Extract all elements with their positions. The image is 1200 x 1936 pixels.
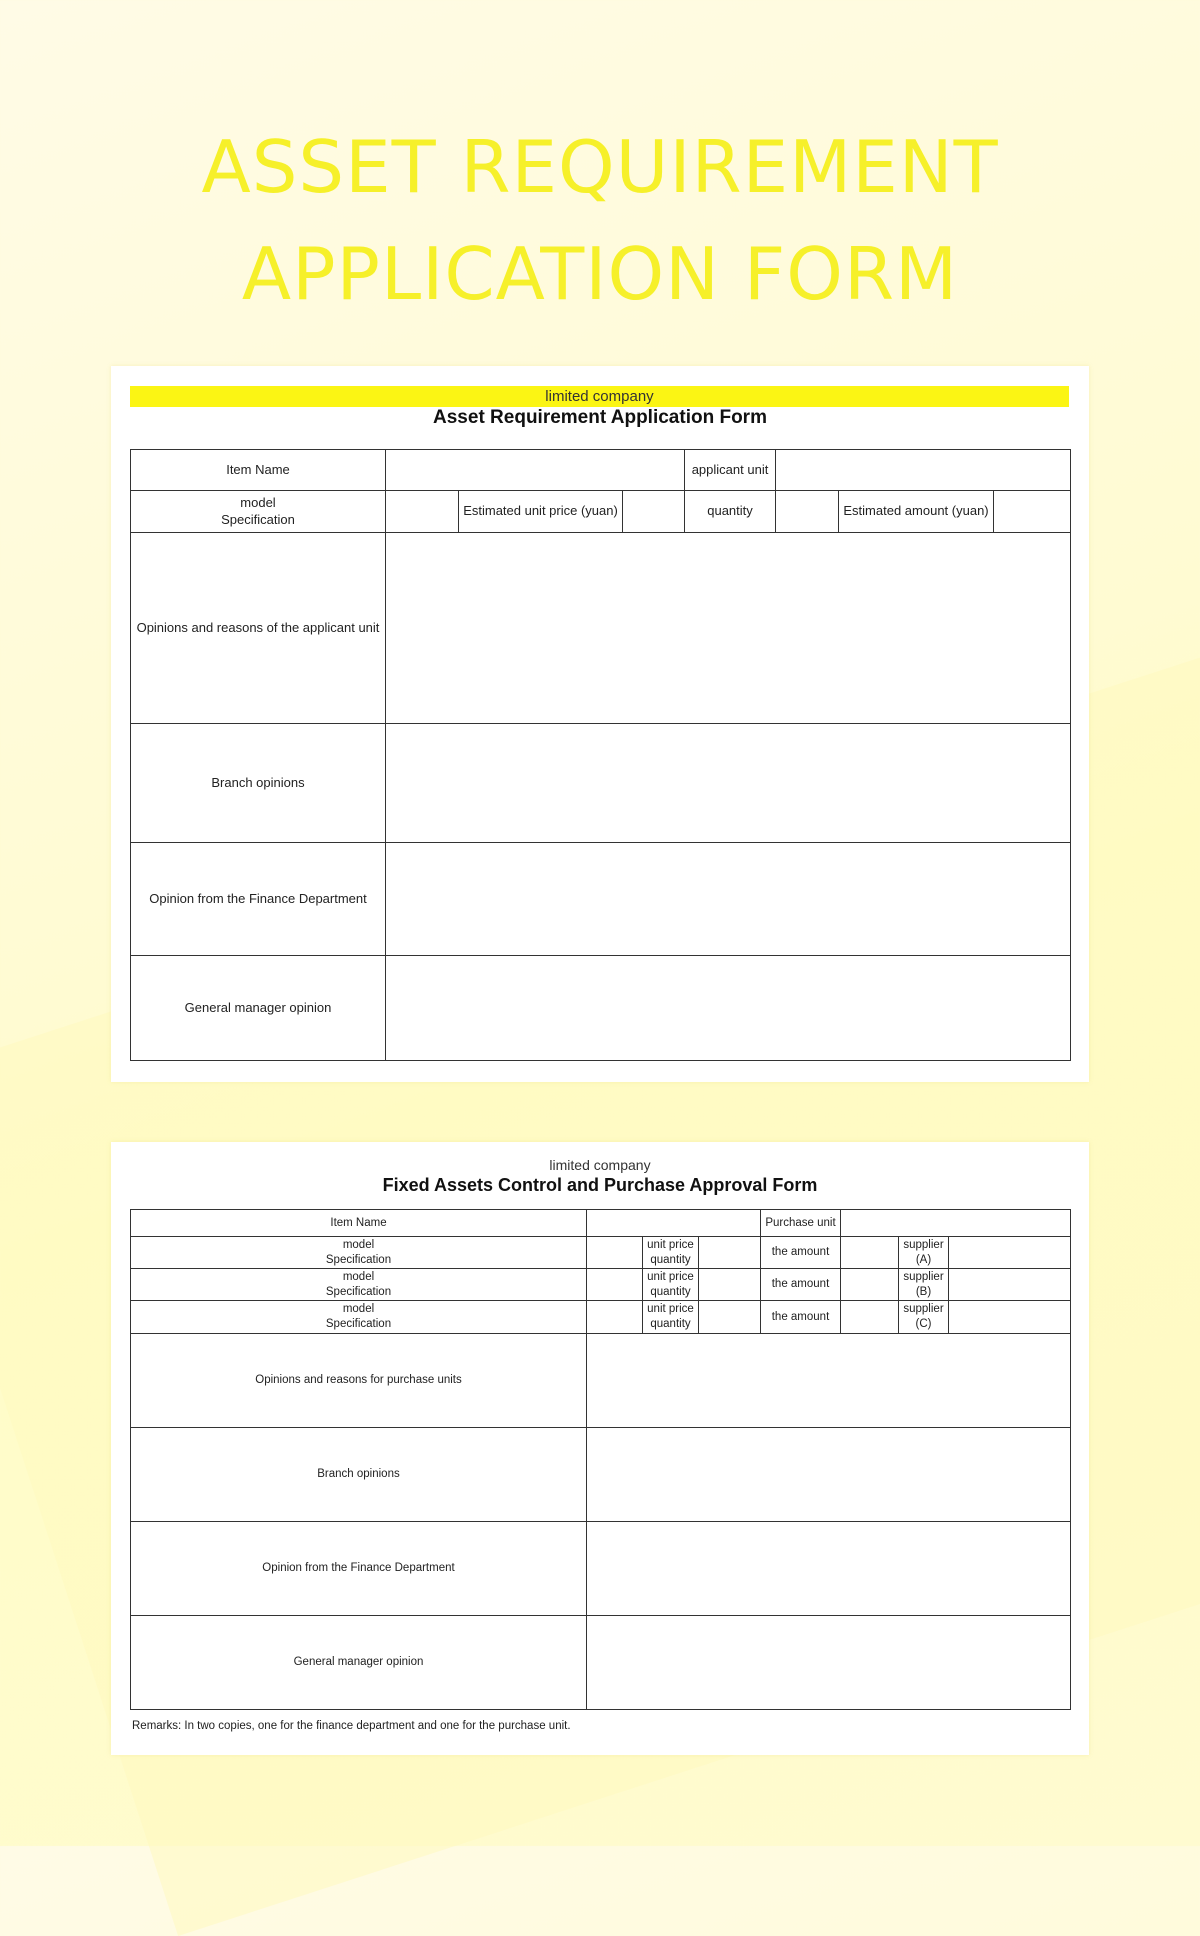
form2-company: limited company <box>549 1157 651 1173</box>
purchase-unit-label: Purchase unit <box>761 1210 841 1237</box>
item-name-label: Item Name <box>131 1210 587 1237</box>
purchase-opinions-label: Opinions and reasons for purchase units <box>131 1334 587 1428</box>
purchase-unit-field[interactable] <box>841 1210 1071 1237</box>
form1-table <box>130 449 1071 1061</box>
applicant-opinions-field[interactable] <box>386 533 1071 724</box>
amount-field[interactable] <box>841 1301 899 1334</box>
supplier-id: (B) <box>915 1285 932 1298</box>
form2-table <box>130 1209 1071 1710</box>
model-spec-label <box>131 1237 587 1269</box>
model-label: model <box>240 494 276 510</box>
applicant-opinions-label: Opinions and reasons of the applicant unit <box>131 533 386 724</box>
quantity-label: quantity <box>650 1318 691 1330</box>
unit-price-quantity-label <box>643 1237 699 1269</box>
finance-opinion-field[interactable] <box>386 843 1071 956</box>
supplier-field[interactable] <box>949 1301 1071 1334</box>
unit-price-quantity-label <box>643 1269 699 1301</box>
model-spec-field[interactable] <box>587 1237 643 1269</box>
amount-field[interactable] <box>841 1237 899 1269</box>
form2-row-branch-opinions <box>131 1428 1071 1522</box>
supplier-id: (A) <box>915 1253 932 1266</box>
branch-opinions-field[interactable] <box>386 724 1071 843</box>
amount-field[interactable] <box>841 1269 899 1301</box>
estimated-amount-field[interactable] <box>994 491 1071 533</box>
finance-opinion-field[interactable] <box>587 1522 1071 1616</box>
supplier-label <box>899 1269 949 1301</box>
model-spec-label <box>131 1269 587 1301</box>
unit-price-quantity-field[interactable] <box>699 1269 761 1301</box>
specification-label: Specification <box>325 1285 392 1298</box>
form2-row-purchase-opinions <box>131 1334 1071 1428</box>
quantity-label: quantity <box>650 1253 691 1266</box>
estimated-unit-price-field[interactable] <box>623 491 685 533</box>
form2-item-row <box>131 1269 1071 1301</box>
model-spec-label <box>131 491 386 533</box>
purchase-opinions-field[interactable] <box>587 1334 1071 1428</box>
model-spec-field[interactable] <box>587 1269 643 1301</box>
gm-opinion-label: General manager opinion <box>131 956 386 1061</box>
model-label: model <box>342 1270 375 1283</box>
form2-item-row <box>131 1237 1071 1269</box>
supplier-label <box>899 1237 949 1269</box>
gm-opinion-label: General manager opinion <box>131 1616 587 1710</box>
model-spec-label <box>131 1301 587 1334</box>
finance-opinion-label: Opinion from the Finance Department <box>131 1522 587 1616</box>
branch-opinions-label: Branch opinions <box>131 724 386 843</box>
quantity-label: quantity <box>650 1285 691 1298</box>
unit-price-quantity-field[interactable] <box>699 1301 761 1334</box>
specification-label: Specification <box>325 1253 392 1266</box>
supplier-text: supplier <box>903 1270 944 1283</box>
form1-row-gm-opinion <box>131 956 1071 1061</box>
form1-row-applicant-opinions <box>131 533 1071 724</box>
estimated-unit-price-label: Estimated unit price (yuan) <box>459 491 623 533</box>
supplier-id: (C) <box>915 1318 932 1330</box>
form1-row-branch-opinions <box>131 724 1071 843</box>
item-name-label: Item Name <box>131 450 386 491</box>
unit-price-quantity-label <box>643 1301 699 1334</box>
quantity-field[interactable] <box>776 491 839 533</box>
form1-row-model <box>131 491 1071 533</box>
form1-title: Asset Requirement Application Form <box>433 407 767 428</box>
model-spec-field[interactable] <box>386 491 459 533</box>
amount-label: the amount <box>761 1301 841 1334</box>
amount-label: the amount <box>761 1237 841 1269</box>
remarks-text: Remarks: In two copies, one for the finance department and one for the purchase unit. <box>132 1720 571 1732</box>
item-name-field[interactable] <box>587 1210 761 1237</box>
unit-price-label: unit price <box>647 1270 694 1283</box>
model-label: model <box>342 1303 375 1316</box>
form2-row-finance-opinion <box>131 1522 1071 1616</box>
applicant-unit-label: applicant unit <box>685 450 776 491</box>
finance-opinion-label: Opinion from the Finance Department <box>131 843 386 956</box>
unit-price-quantity-field[interactable] <box>699 1237 761 1269</box>
supplier-label <box>899 1301 949 1334</box>
form2-row-gm-opinion <box>131 1616 1071 1710</box>
unit-price-label: unit price <box>647 1303 694 1316</box>
form2-row-item-name <box>131 1210 1071 1237</box>
form2-item-row <box>131 1301 1071 1334</box>
purchase-approval-form-sheet <box>111 1142 1089 1755</box>
quantity-label: quantity <box>685 491 776 533</box>
supplier-text: supplier <box>903 1238 944 1251</box>
form1-company-band: limited company <box>130 386 1069 407</box>
gm-opinion-field[interactable] <box>386 956 1071 1061</box>
page-title-line-2: APPLICATION FORM <box>241 232 959 316</box>
gm-opinion-field[interactable] <box>587 1616 1071 1710</box>
page-title-line-1: ASSET REQUIREMENT <box>201 125 999 209</box>
branch-opinions-label: Branch opinions <box>131 1428 587 1522</box>
amount-label: the amount <box>761 1269 841 1301</box>
form2-title: Fixed Assets Control and Purchase Approval Form <box>382 1175 818 1195</box>
supplier-field[interactable] <box>949 1269 1071 1301</box>
unit-price-label: unit price <box>647 1238 694 1251</box>
form1-row-item-name <box>131 450 1071 491</box>
model-spec-field[interactable] <box>587 1301 643 1334</box>
model-label: model <box>342 1238 375 1251</box>
applicant-unit-field[interactable] <box>776 450 1071 491</box>
asset-requirement-form-sheet <box>111 366 1089 1082</box>
specification-label: Specification <box>221 511 295 527</box>
form1-row-finance-opinion <box>131 843 1071 956</box>
supplier-field[interactable] <box>949 1237 1071 1269</box>
estimated-amount-label: Estimated amount (yuan) <box>839 491 994 533</box>
supplier-text: supplier <box>903 1303 944 1316</box>
specification-label: Specification <box>325 1318 392 1330</box>
item-name-field[interactable] <box>386 450 685 491</box>
branch-opinions-field[interactable] <box>587 1428 1071 1522</box>
